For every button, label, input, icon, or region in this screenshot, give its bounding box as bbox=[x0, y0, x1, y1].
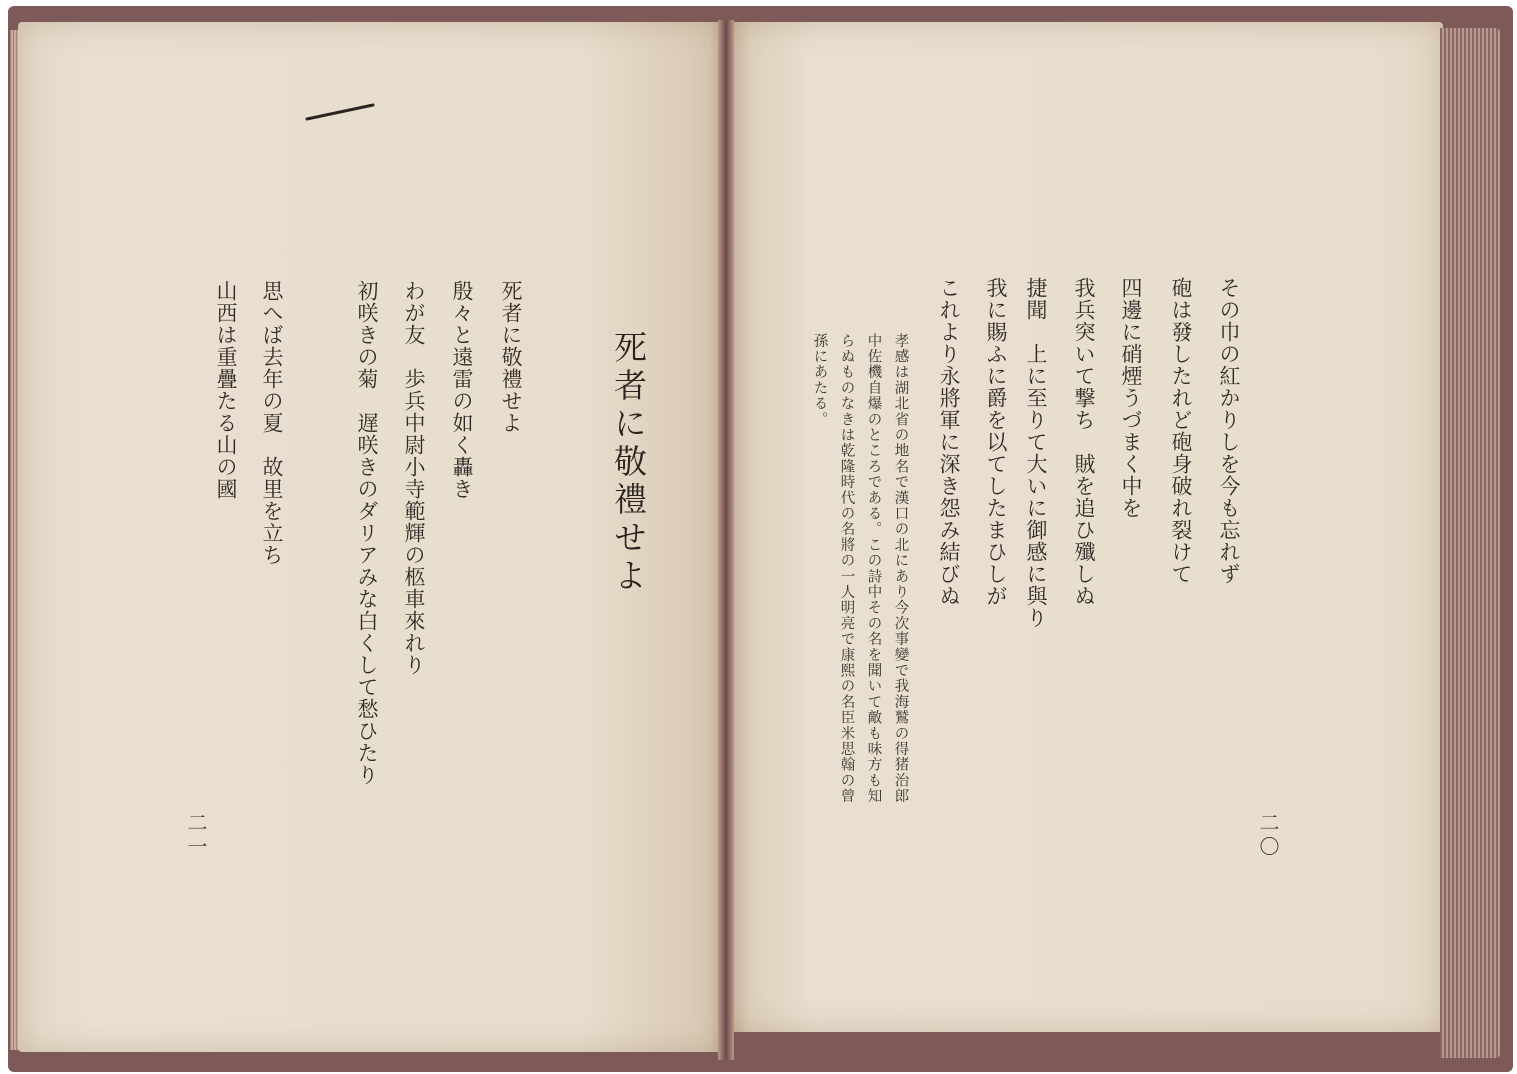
verse-line: 我兵突いて撃ち 賊を追ひ殲しぬ bbox=[1072, 277, 1096, 607]
verse-line: 捷聞 上に至りて大いに御感に與り bbox=[1024, 277, 1048, 629]
book-gutter bbox=[718, 20, 734, 1060]
ink-mark bbox=[305, 103, 375, 123]
verse-line: これより永將軍に深き怨み結びぬ bbox=[937, 277, 961, 607]
page-number: 二一 bbox=[184, 812, 208, 860]
annotation-line: 孫にあたる。 bbox=[811, 333, 828, 428]
verse-line: 殷々と遠雷の如く轟き bbox=[450, 280, 474, 500]
verse-line: 山西は重疊たる山の國 bbox=[214, 280, 238, 500]
annotation-line: 孝感は湖北省の地名で漢口の北にあり今次事變で我海鷲の得猪治郎 bbox=[892, 333, 909, 804]
page-number: 二〇 bbox=[1256, 812, 1280, 860]
poem-title: 死者に敬禮せよ bbox=[609, 330, 648, 596]
verse-line: 死者に敬禮せよ bbox=[499, 280, 523, 434]
verse-line: わが友 歩兵中尉小寺範輝の柩車來れり bbox=[402, 280, 426, 676]
verse-line: 砲は發したれど砲身破れ裂けて bbox=[1169, 277, 1193, 585]
annotation-line: 中佐機自爆のところである。この詩中その名を聞いて敵も味方も知 bbox=[865, 333, 882, 804]
verse-line: その巾の紅かりしを今も忘れず bbox=[1217, 277, 1241, 585]
verse-line: 四邊に硝煙うづまく中を bbox=[1119, 277, 1143, 519]
verse-line: 初咲きの菊 遅咲きのダリアみな白くして愁ひたり bbox=[355, 280, 379, 786]
annotation-line: らぬものなきは乾隆時代の名將の一人明亮で康熙の名臣米思翰の曾 bbox=[838, 333, 855, 804]
verse-line: 思へば去年の夏 故里を立ち bbox=[260, 280, 284, 566]
verse-line: 我に賜ふに爵を以てしたまひしが bbox=[984, 277, 1008, 607]
right-page-edges bbox=[1440, 28, 1500, 1058]
